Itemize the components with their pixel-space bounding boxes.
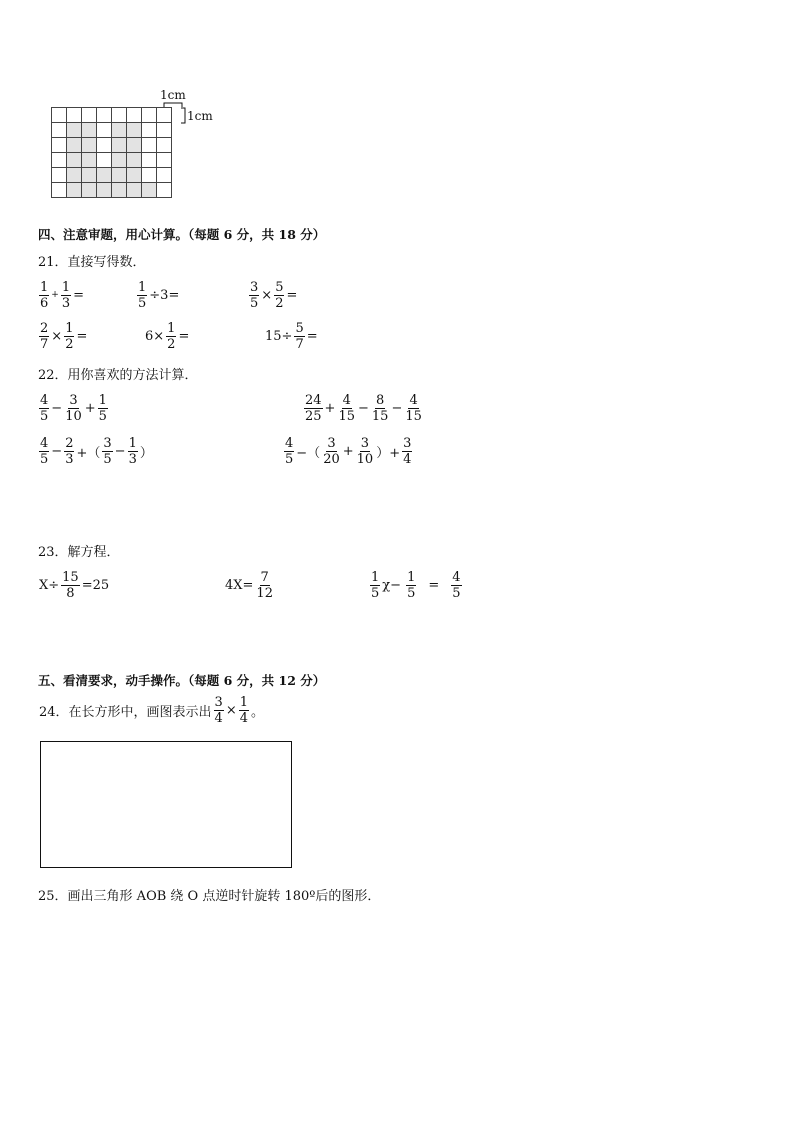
q21-item-6: 15÷ $\frac{5}{7}$ =	[265, 320, 318, 352]
grid-cell	[111, 182, 127, 198]
grid-cell	[156, 182, 172, 198]
grid-cell	[141, 122, 157, 138]
drawing-rectangle	[40, 741, 292, 868]
grid-cell	[126, 137, 142, 153]
fraction: $\frac{4}{5}$	[40, 392, 49, 424]
fraction: $\frac{4}{15}$	[338, 392, 355, 424]
grid-cell	[111, 167, 127, 183]
grid-cell	[141, 167, 157, 183]
section-5-heading: 五、看清要求，动手操作。（每题 6 分，共 12 分）	[38, 673, 326, 688]
fraction: $\frac{1}{4}$	[239, 694, 249, 726]
grid-cell	[51, 182, 67, 198]
grid-unit-side-label: 1cm	[187, 109, 213, 123]
q21-item-3: $\frac{3}{5}$ × $\frac{5}{2}$ =	[250, 279, 298, 311]
fraction: $\frac{4}{5}$	[285, 435, 294, 467]
fraction: $\frac{1}{5}$	[407, 569, 416, 601]
grid-cell	[141, 152, 157, 168]
grid-cell	[156, 107, 172, 123]
fraction: $\frac{4}{5}$	[452, 569, 461, 601]
grid-cell	[81, 152, 97, 168]
q23-equation-2: 4X= $\frac{7}{12}$	[225, 569, 273, 601]
grid-cell	[126, 122, 142, 138]
fraction: $\frac{7}{12}$	[256, 569, 273, 601]
grid-cell	[141, 137, 157, 153]
fraction: $\frac{4}{5}$	[40, 435, 49, 467]
q21-item-1: $\frac{1}{6}$ + $\frac{1}{3}$ =	[40, 279, 85, 311]
fraction: $\frac{24}{25}$	[305, 392, 322, 424]
grid-cell	[66, 152, 82, 168]
fraction: $\frac{3}{5}$	[103, 435, 112, 467]
q22-expression-2: $\frac{24}{25}$ + $\frac{4}{15}$ − $\frac{8}{15}$ − $\frac{4}{15}$	[305, 392, 422, 424]
fraction: $\frac{5}{7}$	[295, 320, 304, 352]
grid-cell	[126, 107, 142, 123]
q24-prompt: 24．在长方形中，画图表示出 $\frac{3}{4}$ × $\frac{1}{4}$ 。	[39, 694, 265, 726]
fraction: $\frac{1}{3}$	[128, 435, 137, 467]
grid-cell	[156, 152, 172, 168]
grid-cell	[66, 122, 82, 138]
fraction: $\frac{1}{5}$	[98, 392, 107, 424]
q22-title: 22．用你喜欢的方法计算．	[38, 368, 198, 383]
fraction: $\frac{1}{2}$	[167, 320, 176, 352]
grid-cell	[111, 137, 127, 153]
fraction: $\frac{3}{10}$	[356, 435, 374, 467]
q21-title: 21．直接写得数．	[38, 255, 146, 270]
section-4-heading: 四、注意审题，用心计算。（每题 6 分，共 18 分）	[38, 227, 326, 242]
fraction: $\frac{2}{7}$	[40, 320, 49, 352]
grid-cell	[96, 137, 112, 153]
q23-equation-1: X÷ $\frac{15}{8}$ =25	[39, 569, 110, 601]
grid-cell	[96, 167, 112, 183]
grid-cell	[51, 137, 67, 153]
grid-cell	[111, 122, 127, 138]
grid-cell	[81, 167, 97, 183]
fraction: $\frac{1}{5}$	[371, 569, 380, 601]
fraction: $\frac{1}{3}$	[61, 279, 71, 311]
q22-expression-3: $\frac{4}{5}$ − $\frac{2}{3}$ +（ $\frac{3}{5}$ − $\frac{1}{3}$ ）	[40, 435, 153, 467]
grid-cell	[96, 107, 112, 123]
grid-cell	[81, 137, 97, 153]
grid-cell	[126, 152, 142, 168]
grid-cell	[51, 167, 67, 183]
grid-cell	[66, 182, 82, 198]
grid-cell	[81, 182, 97, 198]
grid-cell	[81, 122, 97, 138]
fraction: $\frac{1}{6}$	[40, 279, 49, 311]
grid-unit-top-label: 1cm	[160, 88, 186, 102]
q25-title: 25．画出三角形 AOB 绕 O 点逆时针旋转 180º后的图形．	[38, 889, 381, 904]
fraction: $\frac{1}{5}$	[138, 279, 147, 311]
q23-title: 23．解方程．	[38, 545, 120, 560]
fraction: $\frac{8}{15}$	[371, 392, 389, 424]
grid-cell	[66, 137, 82, 153]
fraction: $\frac{3}{5}$	[250, 279, 259, 311]
grid-cell	[51, 152, 67, 168]
grid-cell	[81, 107, 97, 123]
fraction: $\frac{3}{20}$	[323, 435, 340, 467]
fraction: $\frac{3}{10}$	[65, 392, 82, 424]
fraction: $\frac{3}{4}$	[214, 694, 223, 726]
grid-cell	[51, 122, 67, 138]
grid-cell	[126, 182, 142, 198]
square-grid	[51, 107, 179, 203]
fraction: $\frac{5}{2}$	[275, 279, 284, 311]
grid-cell	[156, 167, 172, 183]
q22-expression-1: $\frac{4}{5}$ − $\frac{3}{10}$ + $\frac{1}{5}$	[40, 392, 107, 424]
grid-cell	[156, 137, 172, 153]
fraction: $\frac{4}{15}$	[405, 392, 422, 424]
grid-cell	[66, 107, 82, 123]
grid-cell	[111, 107, 127, 123]
grid-cell	[126, 167, 142, 183]
grid-cell	[111, 152, 127, 168]
grid-cell	[66, 167, 82, 183]
fraction: $\frac{2}{3}$	[65, 435, 74, 467]
grid-cell	[51, 107, 67, 123]
grid-cell	[96, 182, 112, 198]
q21-item-4: $\frac{2}{7}$ × $\frac{1}{2}$ =	[40, 320, 88, 352]
q23-equation-3: $\frac{1}{5}$ χ− $\frac{1}{5}$ = $\frac{4}{5}$	[371, 569, 461, 601]
fraction: $\frac{3}{4}$	[403, 435, 412, 467]
q22-expression-4: $\frac{4}{5}$ −（ $\frac{3}{20}$ + $\frac{3}{10}$ ）+ $\frac{3}{4}$	[285, 435, 412, 467]
q21-item-5: 6× $\frac{1}{2}$ =	[145, 320, 190, 352]
grid-cell	[156, 122, 172, 138]
fraction: $\frac{1}{2}$	[65, 320, 74, 352]
grid-cell	[141, 182, 157, 198]
grid-cell	[141, 107, 157, 123]
grid-cell	[96, 152, 112, 168]
grid-cell	[96, 122, 112, 138]
fraction: $\frac{15}{8}$	[62, 569, 79, 601]
q21-item-2: $\frac{1}{5}$ ÷3=	[138, 279, 180, 311]
